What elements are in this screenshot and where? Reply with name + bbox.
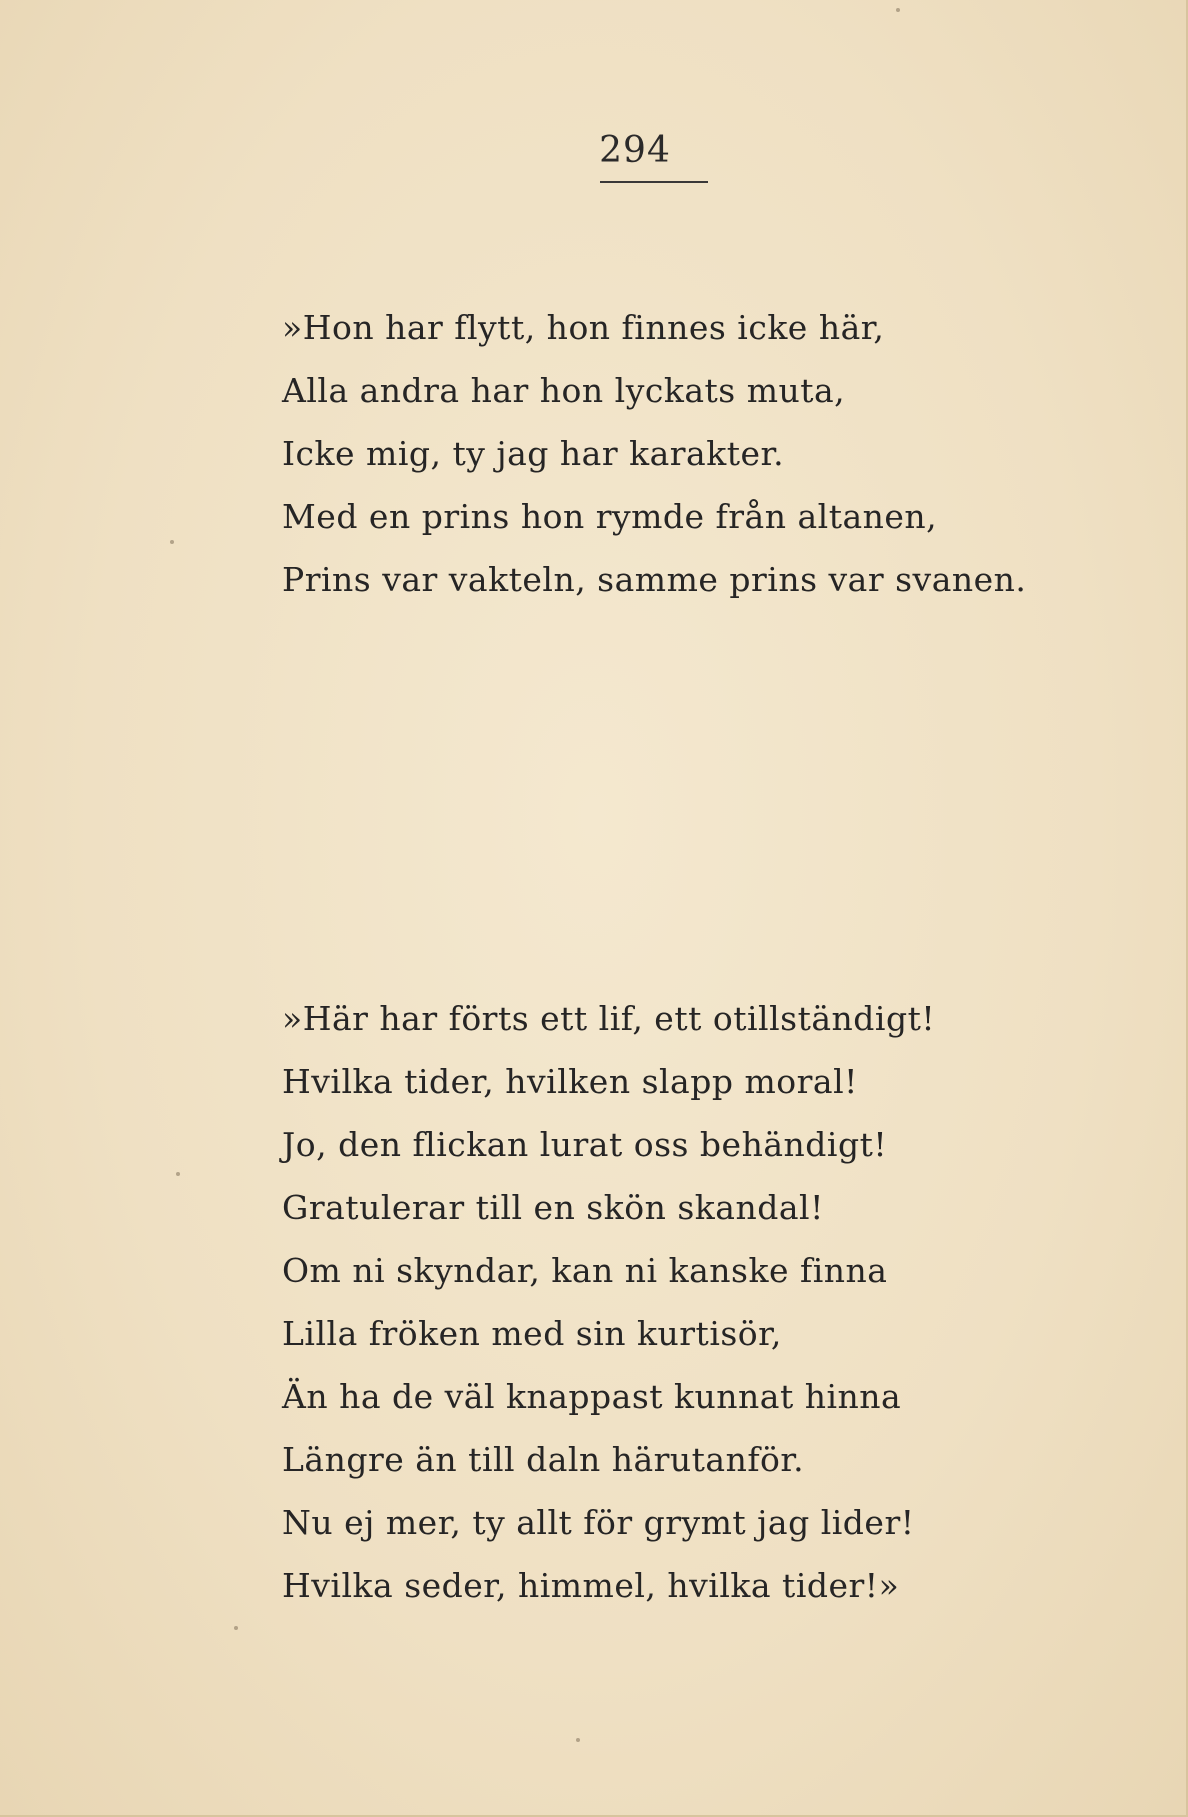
verse-line: Om ni skyndar, kan ni kanske finna [282,1251,888,1290]
verse-line: Hvilka seder, himmel, hvilka tider!» [282,1566,900,1605]
verse-line: Icke mig, ty jag har karakter. [282,434,785,473]
verse-line: »Hon har flytt, hon finnes icke här, [282,308,885,347]
stanza-2 [282,987,935,1617]
verse-line: Prins var vakteln, samme prins var svanen. [282,560,1027,599]
paper-speck [170,540,174,544]
verse-line: Längre än till daln härutanför. [282,1440,805,1479]
paper-speck [896,8,900,12]
page-number: 294 [599,130,671,171]
paper-speck [176,1172,180,1176]
verse-line: Gratulerar till en skön skandal! [282,1188,824,1227]
verse-line: Hvilka tider, hvilken slapp moral! [282,1062,858,1101]
verse-line: »Här har förts ett lif, ett otillständigt! [282,999,936,1038]
verse-line: Nu ej mer, ty allt för grymt jag lider! [282,1503,915,1542]
verse-line: Lilla fröken med sin kurtisör, [282,1314,782,1353]
page-number-rule [600,181,708,183]
stanza-1 [282,296,1026,611]
verse-line: Än ha de väl knappast kunnat hinna [282,1377,902,1416]
verse-line: Med en prins hon rymde från altanen, [282,497,938,536]
verse-line: Jo, den flickan lurat oss behändigt! [282,1125,888,1164]
verse-line: Alla andra har hon lyckats muta, [282,371,846,410]
paper-speck [234,1626,238,1630]
paper-speck [576,1738,580,1742]
